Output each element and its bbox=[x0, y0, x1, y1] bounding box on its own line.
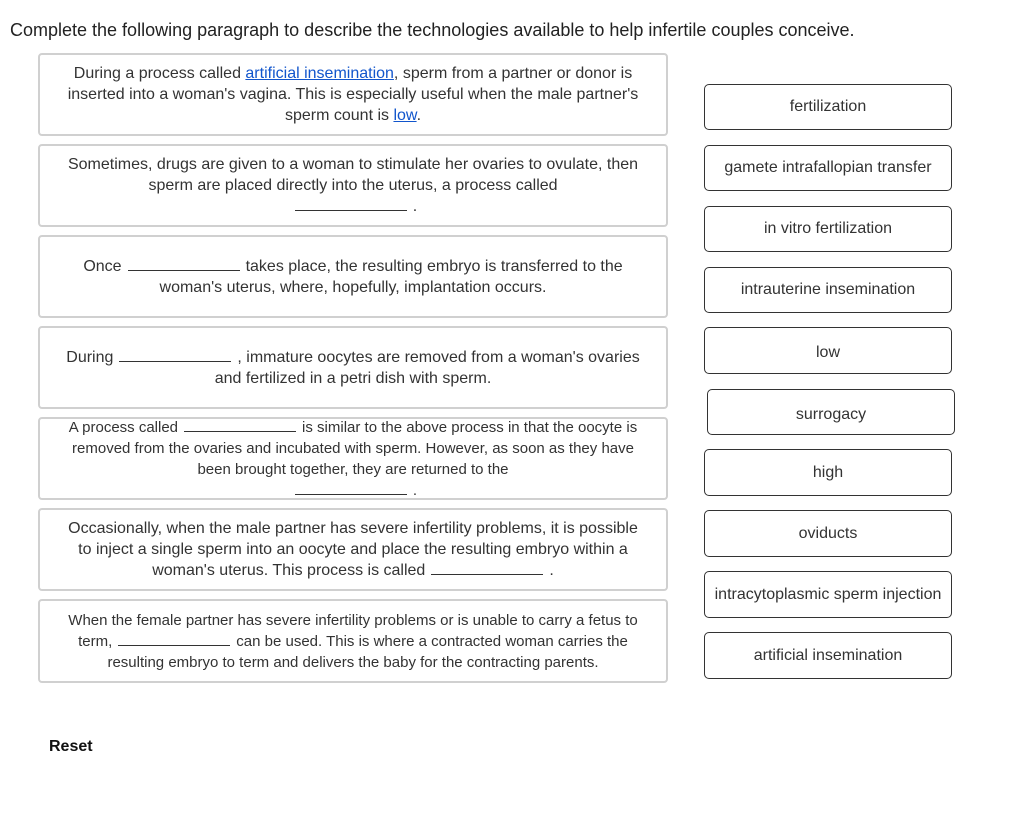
paragraph-2 bbox=[38, 144, 668, 227]
paragraph-5-text-b: is similar to the above process in that the oocyte is removed from the ovaries and incubated with sperm. However, as soon as they have been brought together, they are returned to the bbox=[72, 418, 638, 478]
blank-drop-zone-7[interactable] bbox=[118, 631, 230, 646]
paragraph-6-text-b: . bbox=[549, 562, 554, 579]
paragraph-1-text-b: , sperm from a partner or donor is inserted into a woman's vagina. This is especially useful when the male partner's sperm count is bbox=[67, 65, 639, 124]
word-bank-intrauterine-insemination[interactable]: intrauterine insemination bbox=[704, 267, 952, 313]
paragraph-5-text-a: A process called bbox=[68, 418, 179, 436]
paragraph-6 bbox=[38, 508, 668, 591]
filled-blank-low[interactable]: low bbox=[393, 107, 417, 124]
paragraph-2-text-a: Sometimes, drugs are given to a woman to stimulate her ovaries to ovulate, then sperm are placed directly into the uterus, a process called bbox=[67, 156, 639, 194]
paragraph-5-text-c: . bbox=[412, 481, 418, 499]
word-bank-oviducts[interactable]: oviducts bbox=[704, 510, 952, 557]
blank-drop-zone-5a[interactable] bbox=[184, 417, 296, 432]
word-bank-low[interactable]: low bbox=[704, 327, 952, 374]
reset-button[interactable]: Reset bbox=[49, 738, 93, 755]
paragraph-1 bbox=[38, 53, 668, 136]
filled-blank-artificial-insemination[interactable]: artificial insemination bbox=[245, 65, 394, 82]
paragraph-4-text-a: During bbox=[66, 348, 114, 366]
word-bank-gamete-intrafallopian-transfer[interactable]: gamete intrafallopian transfer bbox=[704, 145, 952, 191]
paragraph-4-text-b: , immature oocytes are removed from a woman's ovaries and fertilized in a petri dish with sperm. bbox=[214, 348, 640, 387]
paragraph-6-text-a: Occasionally, when the male partner has severe infertility problems, it is possible to inject a single sperm into an oocyte and place the resulting embryo within a woman's uterus. This process is called bbox=[68, 520, 638, 579]
paragraph-1-text-c: . bbox=[416, 107, 422, 124]
paragraph-1-text-a: During a process called bbox=[73, 65, 246, 82]
paragraph-7 bbox=[38, 599, 668, 683]
blank-drop-zone-6[interactable] bbox=[431, 560, 543, 575]
paragraph-2-text-b: . bbox=[412, 198, 418, 215]
word-bank-high[interactable]: high bbox=[704, 449, 952, 496]
word-bank-surrogacy[interactable]: surrogacy bbox=[707, 389, 955, 435]
word-bank-artificial-insemination[interactable]: artificial insemination bbox=[704, 632, 952, 679]
paragraph-7-text-b: can be used. This is where a contracted woman carries the resulting embryo to term and delivers the baby for the contracting parents. bbox=[107, 632, 628, 671]
paragraph-3-text-a: Once bbox=[83, 257, 122, 275]
paragraph-7-text-a: When the female partner has severe infertility problems or is unable to carry a fetus to term, bbox=[68, 611, 638, 650]
paragraph-5 bbox=[38, 417, 668, 500]
paragraph-3 bbox=[38, 235, 668, 318]
word-bank-in-vitro-fertilization[interactable]: in vitro fertilization bbox=[704, 206, 952, 252]
blank-drop-zone-2[interactable] bbox=[295, 196, 407, 211]
paragraph-3-text-b: takes place, the resulting embryo is transferred to the woman's uterus, where, hopefully, implantation occurs. bbox=[159, 257, 623, 296]
blank-drop-zone-5b[interactable] bbox=[295, 480, 407, 495]
blank-drop-zone-3[interactable] bbox=[128, 256, 240, 271]
word-bank-intracytoplasmic-sperm-injection[interactable]: intracytoplasmic sperm injection bbox=[704, 571, 952, 618]
paragraph-4 bbox=[38, 326, 668, 409]
blank-drop-zone-4[interactable] bbox=[119, 347, 231, 362]
word-bank-fertilization[interactable]: fertilization bbox=[704, 84, 952, 130]
instruction-text: Complete the following paragraph to describe the technologies available to help infertile couples conceive. bbox=[10, 20, 855, 40]
